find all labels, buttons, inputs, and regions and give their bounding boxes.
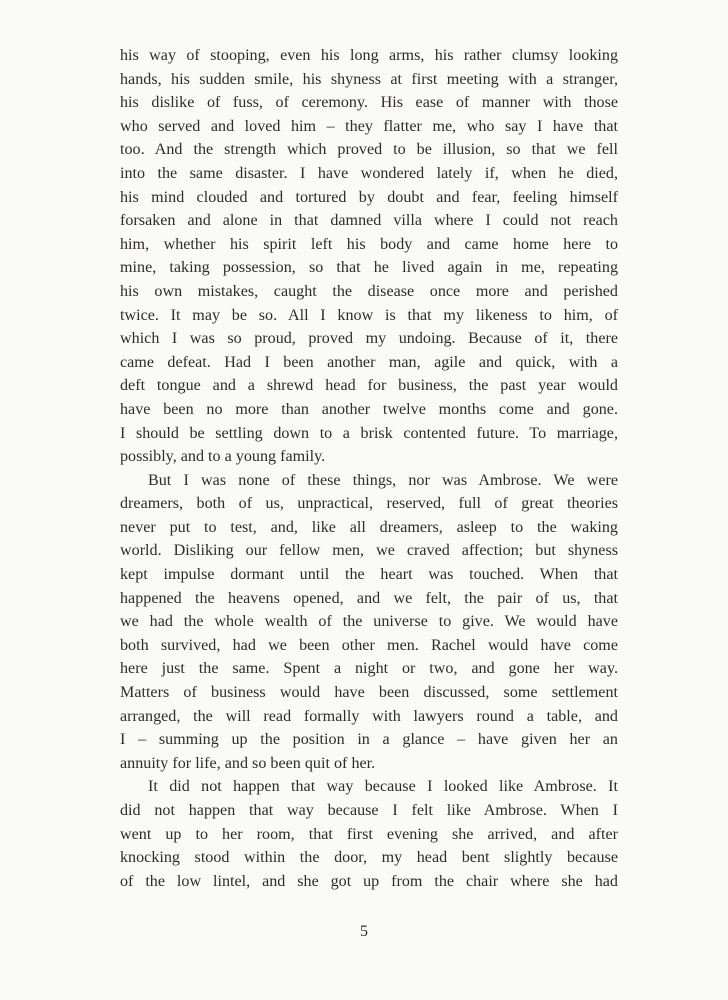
text-line: did not happen that way because I felt like Ambrose. When I (120, 802, 618, 819)
text-line: arranged, the will read formally with lawyers round a table, and (120, 707, 618, 725)
text-line: annuity for life, and so been quit of her. (120, 754, 376, 772)
text-line: him, whether his spirit left his body and came home here to (120, 235, 618, 253)
text-line: here just the same. Spent a night or two, and gone her way. (120, 660, 618, 678)
text-line: we had the whole wealth of the universe to give. We would have (120, 613, 618, 631)
text-line: went up to her room, that first evening she arrived, and after (120, 825, 618, 843)
text-line: kept impulse dormant until the heart was touched. When that (120, 566, 618, 584)
text-line: possibly, and to a young family. (120, 448, 326, 466)
body-text (120, 44, 618, 893)
text-line: It did not happen that way because I looked like Ambrose. It (148, 778, 618, 796)
text-line: But I was none of these things, nor was Ambrose. We were (148, 471, 618, 489)
text-line: world. Disliking our fellow men, we craved affection; but shyness (120, 542, 618, 560)
text-line: I – summing up the position in a glance – have given her an (120, 731, 618, 749)
text-line: I should be settling down to a brisk contented future. To marriage, (120, 424, 618, 442)
text-line: never put to test, and, like all dreamers, asleep to the waking (120, 518, 618, 536)
text-line: twice. It may be so. All I know is that my likeness to him, of (120, 306, 618, 324)
text-line: knocking stood within the door, my head bent slightly because (120, 849, 618, 867)
text-line: deft tongue and a shrewd head for business, the past year would (120, 377, 618, 395)
text-line: happened the heavens opened, and we felt, the pair of us, that (120, 589, 618, 607)
text-line: his own mistakes, caught the disease once more and perished (120, 282, 618, 300)
text-line: too. And the strength which proved to be illusion, so that we fell (120, 141, 618, 159)
text-line: have been no more than another twelve months come and gone. (120, 400, 618, 418)
text-line: his mind clouded and tortured by doubt and fear, feeling himself (120, 188, 618, 206)
text-line: came defeat. Had I been another man, agile and quick, with a (120, 353, 618, 371)
text-line: who served and loved him – they flatter me, who say I have that (120, 117, 618, 135)
text-line: his way of stooping, even his long arms, his rather clumsy looking (120, 47, 618, 64)
text-line: Matters of business would have been discussed, some settlement (120, 684, 618, 702)
text-line: which I was so proud, proved my undoing. Because of it, there (120, 330, 618, 348)
text-line: of the low lintel, and she got up from the chair where she had (120, 872, 618, 890)
text-line: both survived, had we been other men. Rachel would have come (120, 636, 618, 654)
text-line: hands, his sudden smile, his shyness at first meeting with a stranger, (120, 70, 618, 88)
text-line: into the same disaster. I have wondered lately if, when he died, (120, 164, 618, 182)
text-line: mine, taking possession, so that he lived again in me, repeating (120, 259, 618, 277)
page-number: 5 (360, 923, 368, 940)
text-line: dreamers, both of us, unpractical, reserved, full of great theories (120, 495, 618, 513)
text-line: his dislike of fuss, of ceremony. His ease of manner with those (120, 94, 618, 112)
text-line: forsaken and alone in that damned villa where I could not reach (120, 212, 618, 230)
